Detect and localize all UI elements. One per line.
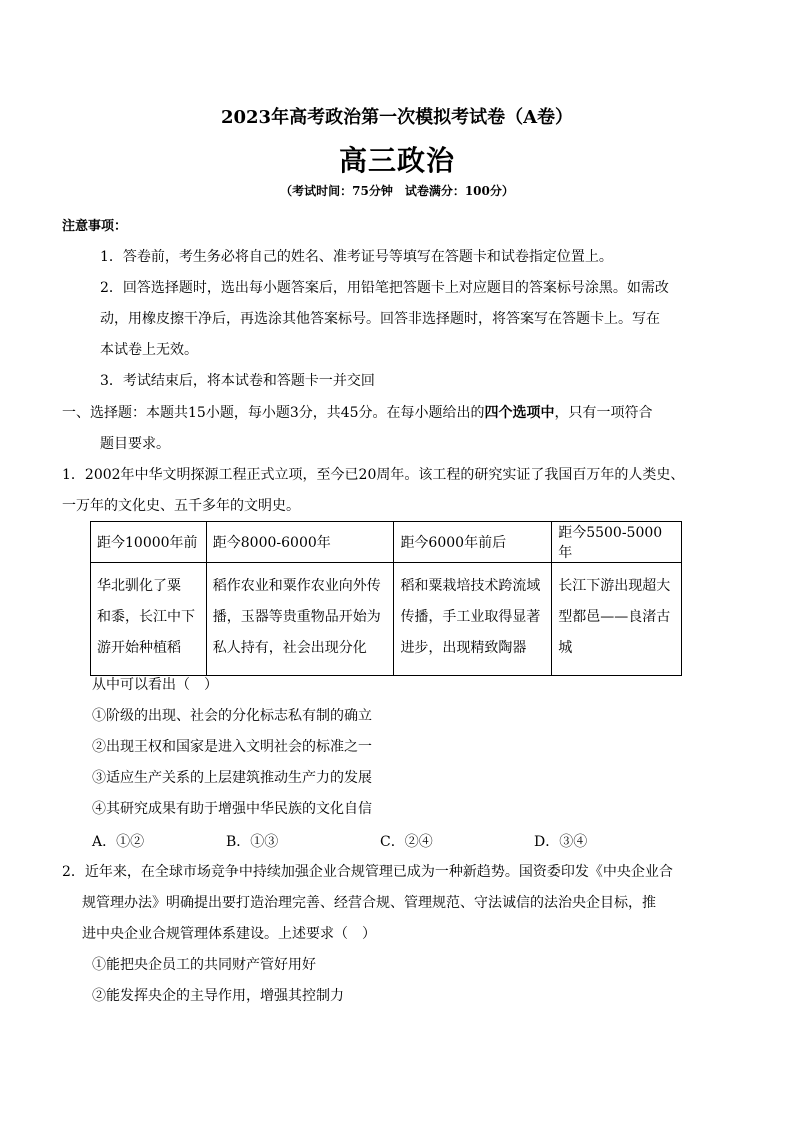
- cell-line: 城: [558, 640, 573, 656]
- table-header-row: [91, 522, 682, 563]
- q1-item-1: ①阶级的出现、社会的分化标志私有制的确立: [92, 708, 372, 724]
- q1-history-table: [90, 521, 682, 676]
- notice-item-2-line-1: 2．回答选择题时，选出每小题答案后，用铅笔把答题卡上对应题目的答案标号涂黑。如需改: [100, 280, 669, 296]
- table-cell: [91, 563, 207, 676]
- exam-subtitle: 高三政治: [338, 144, 455, 177]
- q2-item-1: ①能把央企员工的共同财产管好用好: [92, 957, 316, 973]
- q2-stem-line-2: 规管理办法》明确提出要打造治理完善、经营合规、管理规范、守法诚信的法治央企目标，推: [82, 895, 656, 911]
- q1-stem-line-1: 1．2002年中华文明探源工程正式立项，至今已20周年。该工程的研究实证了我国百万年的人类史、: [62, 467, 685, 483]
- section-heading-line-1: [62, 405, 653, 421]
- cell-line: 稻和粟栽培技术跨流域: [400, 578, 541, 594]
- notice-item-1: 1．答卷前，考生务必将自己的姓名、准考证号等填写在答题卡和试卷指定位置上。: [100, 249, 613, 265]
- table-header-cell: 距今10000年前: [91, 522, 207, 563]
- q2-stem-line-3: 进中央企业合规管理体系建设。上述要求（ ）: [82, 926, 376, 942]
- exam-title: 2023年高考政治第一次模拟考试卷（A卷）: [220, 107, 574, 128]
- section-heading-prefix: 一、选择题：本题共15小题，每小题3分，共45分。在每小题给出的: [62, 405, 485, 421]
- section-heading-emphasis: 四个选项中: [484, 405, 555, 421]
- table-header-cell: 距今6000年前后: [394, 522, 552, 563]
- cell-line: 进步，出现精致陶器: [400, 640, 527, 656]
- q1-item-4: ④其研究成果有助于增强中华民族的文化自信: [92, 801, 372, 817]
- q2-stem-line-1: 2．近年来，在全球市场竞争中持续加强企业合规管理已成为一种新趋势。国资委印发《中央企业合: [62, 864, 673, 880]
- cell-line: 游开始种植稻: [97, 640, 181, 656]
- table-header-cell: 距今5500-5000年: [552, 522, 682, 563]
- table-cell: [206, 563, 394, 676]
- q1-option-b[interactable]: B．①③: [226, 834, 279, 850]
- cell-line: 华北驯化了粟: [97, 578, 181, 594]
- table-cell: [552, 563, 682, 676]
- cell-line: 私人持有，社会出现分化: [212, 640, 367, 656]
- cell-line: 和黍，长江中下: [97, 609, 195, 625]
- q1-item-3: ③适应生产关系的上层建筑推动生产力的发展: [92, 770, 372, 786]
- q1-option-d[interactable]: D．③④: [534, 834, 588, 850]
- table-row: [91, 563, 682, 676]
- table-cell: [394, 563, 552, 676]
- table-header-cell: 距今8000-6000年: [206, 522, 394, 563]
- q1-item-2: ②出现王权和国家是进入文明社会的标准之一: [92, 739, 372, 755]
- exam-time-info: （考试时间：75分钟 试卷满分：100分）: [280, 184, 514, 198]
- q1-option-a[interactable]: A．①②: [92, 834, 145, 850]
- notice-item-2-line-2: 动，用橡皮擦干净后，再选涂其他答案标号。回答非选择题时，将答案写在答题卡上。写在: [100, 311, 660, 327]
- cell-line: 传播，手工业取得显著: [400, 609, 541, 625]
- q1-stem-line-2: 一万年的文化史、五千多年的文明史。: [62, 498, 300, 514]
- cell-line: 长江下游出现超大: [558, 578, 671, 594]
- cell-line: 稻作农业和粟作农业向外传: [212, 578, 381, 594]
- cell-line: 型都邑——良渚古: [558, 609, 671, 625]
- section-heading-suffix: ，只有一项符合: [554, 405, 653, 421]
- q2-item-2: ②能发挥央企的主导作用，增强其控制力: [92, 988, 344, 1004]
- notice-heading: 注意事项：: [62, 219, 128, 234]
- q1-prompt: 从中可以看出（ ）: [92, 677, 218, 693]
- q1-option-c[interactable]: C．②④: [380, 834, 433, 850]
- notice-item-3: 3．考试结束后，将本试卷和答题卡一并交回: [100, 373, 375, 389]
- notice-item-2-line-3: 本试卷上无效。: [100, 342, 198, 358]
- cell-line: 播，玉器等贵重物品开始为: [212, 609, 381, 625]
- section-heading-line-2: 题目要求。: [100, 436, 170, 452]
